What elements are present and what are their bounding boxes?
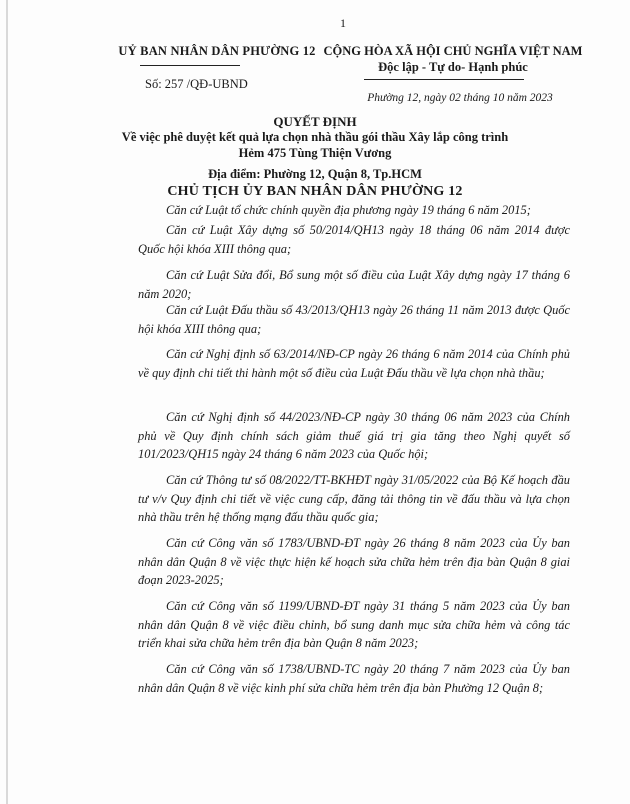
subject-line-1: Về việc phê duyệt kết quả lựa chọn nhà thầu gói thầu Xây lắp công trình — [121, 130, 509, 144]
project-location: Địa điểm: Phường 12, Quận 8, Tp.HCM — [208, 167, 422, 181]
national-title: CỘNG HÒA XÃ HỘI CHỦ NGHĨA VIỆT NAM — [323, 44, 583, 58]
issuing-agency: UỶ BAN NHÂN DÂN PHƯỜNG 12 — [118, 44, 316, 58]
subject-line-2: Hẻm 475 Tùng Thiện Vương — [238, 146, 392, 160]
legal-basis-paragraph: Căn cứ Công văn số 1783/UBND-ĐT ngày 26 tháng 8 năm 2023 của Ủy ban nhân dân Quận 8 về việc thực hiện kế hoạch sửa chữa hẻm trên địa bàn Quận 8 giai đoạn 2023-2025; — [138, 536, 570, 587]
legal-basis-paragraph: Căn cứ Nghị định số 63/2014/NĐ-CP ngày 26 tháng 6 năm 2014 của Chính phủ về quy định chi tiết thi hành một số điều của Luật Đấu thầu về lựa chọn nhà thầu; — [138, 347, 570, 380]
legal-basis-paragraph: Căn cứ Luật tổ chức chính quyền địa phương ngày 19 tháng 6 năm 2015; — [166, 203, 531, 217]
document-type: QUYẾT ĐỊNH — [273, 114, 357, 129]
motto-underline — [364, 79, 524, 80]
legal-basis-paragraph: Căn cứ Công văn số 1738/UBND-TC ngày 20 tháng 7 năm 2023 của Ủy ban nhân dân Quận 8 về việc kinh phí sửa chữa hẻm trên địa bàn Phường 12 Quận 8; — [138, 662, 570, 695]
legal-basis-paragraph: Căn cứ Thông tư số 08/2022/TT-BKHĐT ngày 31/05/2022 của Bộ Kế hoạch đầu tư v/v Quy định chi tiết về việc cung cấp, đăng tải thông tin về đấu thầu và lựa chọn nhà thầu trên hệ thống mạng đấu thầu quốc gia; — [138, 473, 570, 524]
page-number: 1 — [340, 16, 346, 30]
legal-basis-paragraph: Căn cứ Công văn số 1199/UBND-ĐT ngày 31 tháng 5 năm 2023 của Ủy ban nhân dân Quận 8 về việc điều chỉnh, bổ sung danh mục sửa chữa hẻm và công tác triển khai sửa chữa hẻm trên địa bàn Quận 8 năm 2023; — [138, 599, 570, 650]
legal-basis-paragraph: Căn cứ Luật Sửa đổi, Bổ sung một số điều của Luật Xây dựng ngày 17 tháng 6 năm 2020; — [138, 268, 570, 301]
agency-underline — [140, 65, 240, 66]
legal-basis-paragraph: Căn cứ Nghị định số 44/2023/NĐ-CP ngày 30 tháng 06 năm 2023 của Chính phủ về Quy định chính sách giảm thuế giá trị gia tăng theo Nghị quyết số 101/2023/QH15 ngày 24 tháng 6 năm 2023 của Quốc hội; — [138, 410, 570, 461]
document-number: Số: 257 /QĐ-UBND — [145, 77, 248, 91]
legal-basis-paragraph: Căn cứ Luật Đấu thầu số 43/2013/QH13 ngày 26 tháng 11 năm 2013 được Quốc hội khóa XIII thông qua; — [138, 303, 570, 336]
issue-date: Phường 12, ngày 02 tháng 10 năm 2023 — [367, 92, 553, 104]
national-motto: Độc lập - Tự do- Hạnh phúc — [378, 60, 528, 74]
issuing-authority: CHỦ TỊCH ỦY BAN NHÂN DÂN PHƯỜNG 12 — [167, 184, 463, 199]
legal-basis-paragraph: Căn cứ Luật Xây dựng số 50/2014/QH13 ngày 18 tháng 06 năm 2014 được Quốc hội khóa XIII thông qua; — [138, 223, 570, 256]
